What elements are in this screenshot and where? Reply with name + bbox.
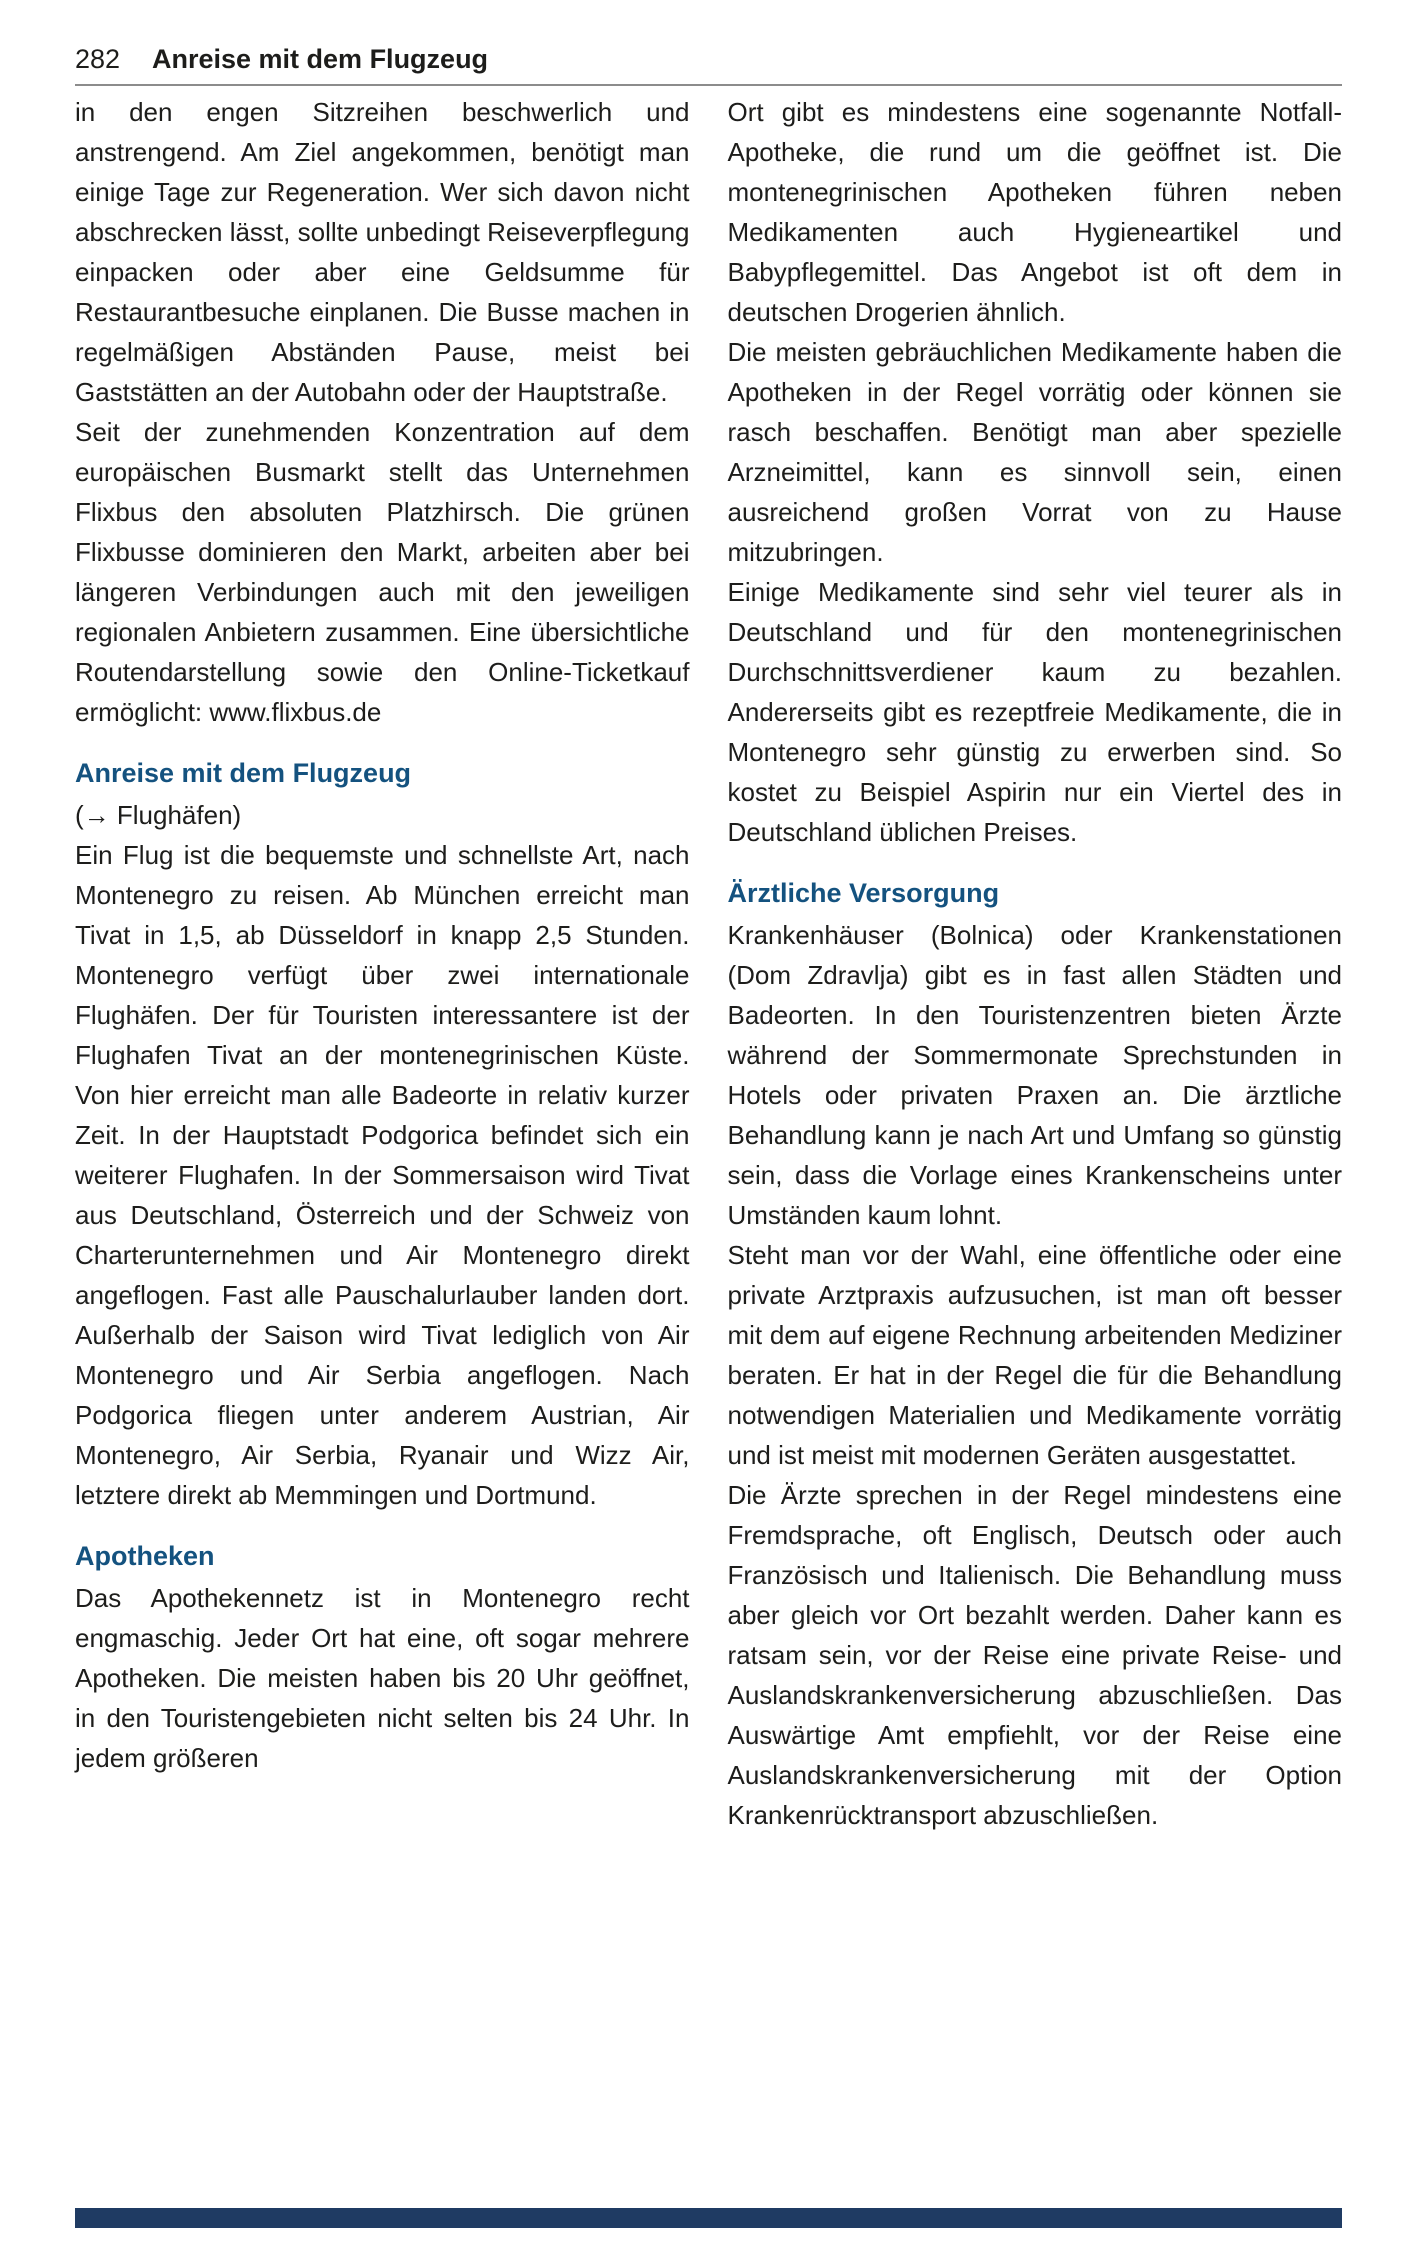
paragraph-hospitals: Krankenhäuser (Bolnica) oder Krankenstationen (Dom Zdravlja) gibt es in fast allen Städten und Badeorten. In den Touristenzentren bieten Ärzte während der Sommermonate Sprechstunden in Hotels oder privaten Praxen an. Die ärztliche Behandlung kann je nach Art und Umfang so günstig sein, dass die Vorlage eines Krankenscheins unter Umständen kaum lohnt. xyxy=(727,920,1342,1230)
paragraph-private-practice: Steht man vor der Wahl, eine öffentliche oder eine private Arztpraxis aufzusuchen, ist man oft besser mit dem auf eigene Rechnung arbeitenden Mediziner beraten. Er hat in der Regel die für die Behandlung notwendigen Materialien und Medikamente vorrätig und ist meist mit modernen Geräten ausgestattet. xyxy=(727,1240,1342,1470)
section-heading-pharmacies: Apotheken xyxy=(75,1541,215,1571)
header-rule xyxy=(75,84,1342,86)
section-heading-flight-arrival: Anreise mit dem Flugzeug xyxy=(75,758,412,788)
page-number: 282 xyxy=(75,44,121,74)
text-columns xyxy=(75,92,1342,1835)
paragraph-emergency-pharmacy: Ort gibt es mindestens eine sogenannte Notfall-Apotheke, die rund um die geöffnet ist. Die montenegrinischen Apotheken führen neben Medikamenten auch Hygieneartikel und Babypflegemittel. Das Angebot ist oft dem in deutschen Drogerien ähnlich. xyxy=(727,97,1342,327)
paragraph-flixbus: Seit der zunehmenden Konzentration auf dem europäischen Busmarkt stellt das Unternehmen Flixbus den absoluten Platzhirsch. Die grünen Flixbusse dominieren den Markt, arbeiten aber bei längeren Verbindungen auch mit den jeweiligen regionalen Anbietern zusammen. Eine übersichtliche Routendarstellung sowie den Online-Ticketkauf ermöglicht: www.flixbus.de xyxy=(75,417,690,727)
paragraph-flight-details: Ein Flug ist die bequemste und schnellste Art, nach Montenegro zu reisen. Ab München erreicht man Tivat in 1,5, ab Düsseldorf in knapp 2,5 Stunden. Montenegro verfügt über zwei internationale Flughäfen. Der für Touristen interessantere ist der Flughafen Tivat an der montenegrinischen Küste. Von hier erreicht man alle Badeorte in relativ kurzer Zeit. In der Hauptstadt Podgorica befindet sich ein weiterer Flughafen. In der Sommersaison wird Tivat aus Deutschland, Österreich und der Schweiz von Charterunternehmen und Air Montenegro direkt angeflogen. Fast alle Pauschalurlauber landen dort. Außerhalb der Saison wird Tivat lediglich von Air Montenegro und Air Serbia angeflogen. Nach Podgorica fliegen unter anderem Austrian, Air Montenegro, Air Serbia, Ryanair und Wizz Air, letztere direkt ab Memmingen und Dortmund. xyxy=(75,840,690,1510)
paragraph-medication-stock: Die meisten gebräuchlichen Medikamente haben die Apotheken in der Regel vorrätig oder können sie rasch beschaffen. Benötigt man aber spezielle Arzneimittel, kann es sinnvoll sein, einen ausreichend großen Vorrat von zu Hause mitzubringen. xyxy=(727,337,1342,567)
page-header xyxy=(75,44,1342,86)
footer-bar xyxy=(75,2208,1342,2228)
right-column xyxy=(728,92,1343,1835)
left-column xyxy=(75,92,690,1835)
paragraph-languages-insurance: Die Ärzte sprechen in der Regel mindestens eine Fremdsprache, oft Englisch, Deutsch oder auch Französisch und Italienisch. Die Behandlung muss aber gleich vor Ort bezahlt werden. Daher kann es ratsam sein, vor der Reise eine private Reise- und Auslandskrankenversicherung abzuschließen. Das Auswärtige Amt empfiehlt, vor der Reise eine Auslandskrankenversicherung mit der Option Krankenrücktransport abzuschließen. xyxy=(727,1480,1342,1830)
cross-reference-airports: (→ Flughäfen) xyxy=(75,800,242,830)
running-head-title: Anreise mit dem Flugzeug xyxy=(152,44,489,74)
paragraph-pharmacy-network: Das Apothekennetz ist in Montenegro recht engmaschig. Jeder Ort hat eine, oft sogar mehrere Apotheken. Die meisten haben bis 20 Uhr geöffnet, in den Touristengebieten nicht selten bis 24 Uhr. In jedem größeren xyxy=(75,1583,690,1773)
paragraph-bus-comfort: in den engen Sitzreihen beschwerlich und anstrengend. Am Ziel angekommen, benötigt man einige Tage zur Regeneration. Wer sich davon nicht abschrecken lässt, sollte unbedingt Reiseverpflegung einpacken oder aber eine Geldsumme für Restaurantbesuche einplanen. Die Busse machen in regelmäßigen Abständen Pause, meist bei Gaststätten an der Autobahn oder der Hauptstraße. xyxy=(75,97,690,407)
running-head xyxy=(75,44,1342,75)
paragraph-medication-prices: Einige Medikamente sind sehr viel teurer als in Deutschland und für den montenegrinischen Durchschnittsverdiener kaum zu bezahlen. Andererseits gibt es rezeptfreie Medikamente, die in Montenegro sehr günstig zu erwerben sind. So kostet zu Beispiel Aspirin nur ein Viertel des in Deutschland üblichen Preises. xyxy=(727,577,1342,847)
section-heading-medical-care: Ärztliche Versorgung xyxy=(727,878,1000,908)
